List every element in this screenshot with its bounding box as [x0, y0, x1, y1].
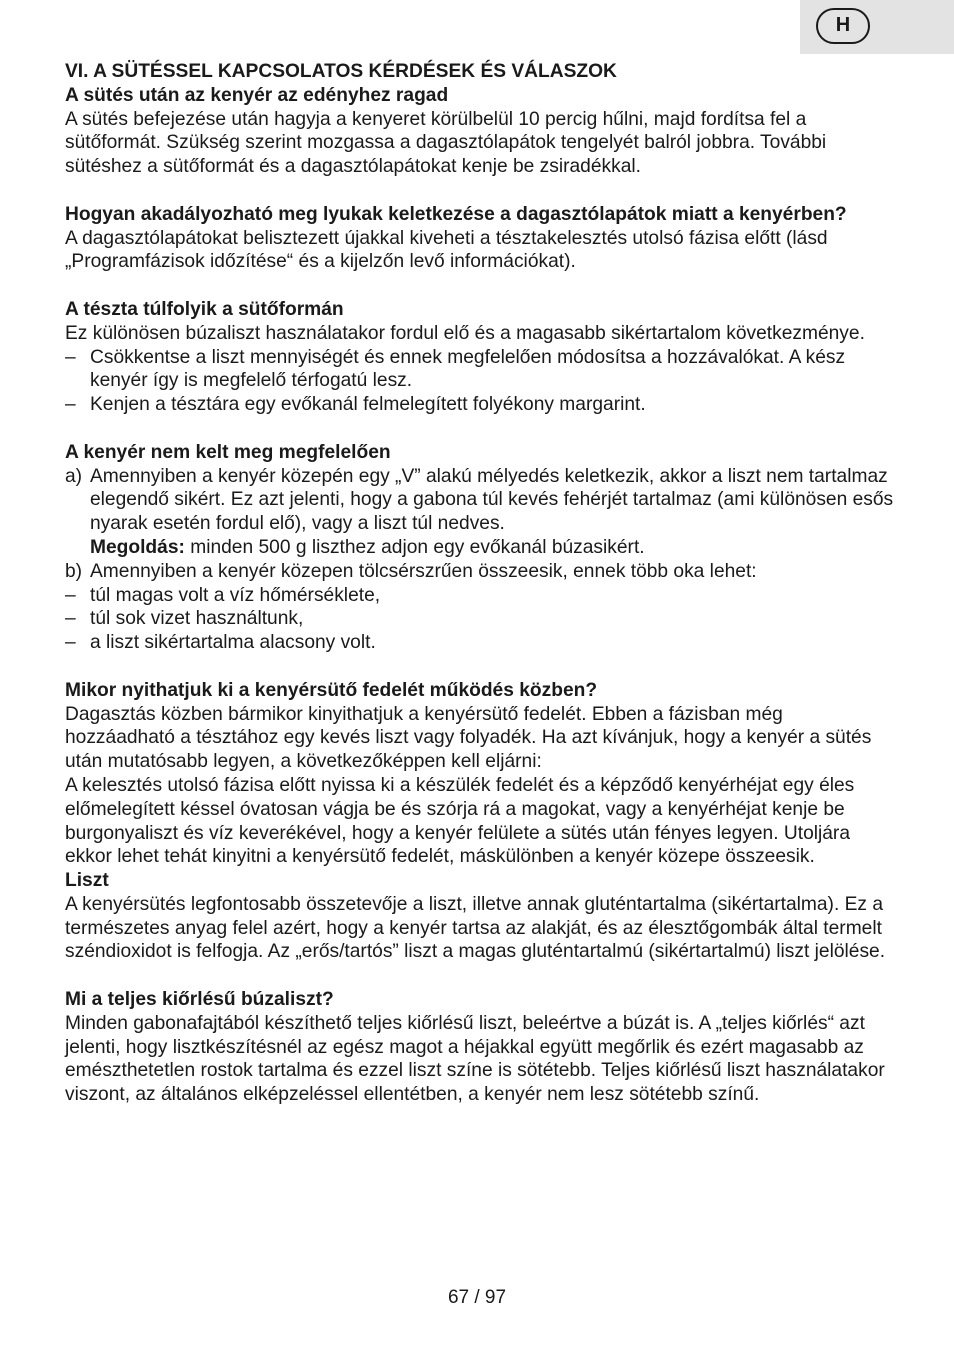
section-heading-overflow: A tészta túlfolyik a sütőformán	[65, 298, 344, 320]
section-heading-holes: Hogyan akadályozható meg lyukak keletkezése a dagasztólapátok miatt a kenyérben?	[65, 203, 847, 225]
section-text-holes: A dagasztólapátokat belisztezett újakkal kiveheti a tésztakelesztés utolsó fázisa előtt (lásd „Programfázisok időzítése“ és a kijelzőn levő információkat).	[65, 227, 828, 273]
section-text-lid-1: Dagasztás közben bármikor kinyithatjuk a kenyérsütő fedelét. Ebben a fázisban még hozzáadható a tésztához egy kevés liszt vagy folyadék. Ha azt kívánjuk, hogy a kenyér a sütés után mutatósabb legyen, a következőképpen kell eljárni:	[65, 703, 872, 773]
section-text-wholemeal: Minden gabonafajtából készíthető teljes kiőrlésű liszt, beleértve a búzát is. A „teljes kiőrlés“ azt jelenti, hogy lisztkészítésnél az egész magot a héjakkal együtt megőrlik és ezért magasabb az emészthetetlen rostok tartalma és ezzel liszt színe is sötétebb. Teljes kiőrlésű liszt használatakor viszont, az általános elképzeléssel ellentétben, a kenyér nem lesz sötétebb színű.	[65, 1012, 885, 1106]
list-item-a: a) Amennyiben a kenyér közepén egy „V” alakú mélyedés keletkezik, akkor a liszt nem tartalmaz elegendő sikért. Ez azt jelenti, hogy a gabona túl kevés fehérjét tartalmaz (ami különösen esős nyarak esetén fordul elő), vagy a liszt túl nedves. Megoldás: minden 500 g liszthez adjon egy evőkanál búzasikért.	[65, 465, 894, 558]
solution-label: Megoldás:	[90, 536, 185, 558]
section-text-overflow: Ez különösen búzaliszt használatakor fordul elő és a magasabb sikértartalom következménye.	[65, 322, 865, 344]
section-heading-wholemeal: Mi a teljes kiőrlésű búzaliszt?	[65, 989, 334, 1011]
section-text-lid-2: A kelesztés utolsó fázisa előtt nyissa ki a készülék fedelét és a képződő kenyérhéjat egy éles előmelegített késsel óvatosan vágja be és szórja rá a magokat, vagy a kenyérhéjat kenje be burgonyaliszt és víz keverékével, hogy a kenyér felülete a sütés után fényes legyen. Utoljára ekkor lehet tehát kinyitni a kenyérsütő fedelét, máskülönben a kenyér közepe összeesik.	[65, 774, 855, 868]
section-text-sticking: A sütés befejezése után hagyja a kenyeret körülbelül 10 percig hűlni, majd fordítsa fel a sütőformát. Szükség szerint mozgassa a dagasztólapátok tengelyét balról jobbra. További sütéshez a sütőformát és a dagasztólapátokat kenje be zsiradékkal.	[65, 108, 827, 178]
section-heading-sticking: A sütés után az kenyér az edényhez ragad	[65, 84, 449, 106]
section-title: VI. A SÜTÉSSEL KAPCSOLATOS KÉRDÉSEK ÉS VÁLASZOK	[65, 61, 617, 82]
section-text-flour: A kenyérsütés legfontosabb összetevője a liszt, illetve annak gluténtartalma (sikértartalma). Ez a természetes anyag felel azért, hogy a kenyér tartsa az alakját, és az élesztőgombák által termelt széndioxidot is felfogja. Az „erős/tartós” liszt a magas gluténtartalmú (sikértartalmú) liszt jelölése.	[65, 893, 886, 963]
list-item-b: b) Amennyiben a kenyér közepen tölcsérszrűen összeesik, ennek több oka lehet:	[65, 560, 757, 582]
list-item: – Csökkentse a liszt mennyiségét és ennek megfelelően módosítsa a hozzávalókat. A kész kenyér így is megfelelő térfogatú lesz.	[65, 346, 846, 392]
list-item: – Kenjen a tésztára egy evőkanál felmelegített folyékony margarint.	[65, 394, 646, 416]
language-tab	[800, 0, 954, 54]
list-item: – a liszt sikértartalma alacsony volt.	[65, 632, 376, 654]
section-heading-lid: Mikor nyithatjuk ki a kenyérsütő fedelét működés közben?	[65, 679, 598, 701]
list-item: – túl magas volt a víz hőmérséklete,	[65, 584, 381, 606]
list-item: – túl sok vizet használtunk,	[65, 608, 304, 630]
document-body	[65, 60, 895, 1107]
section-heading-flour: Liszt	[65, 870, 109, 892]
language-badge: H	[816, 8, 870, 44]
page-number: 67 / 97	[447, 1287, 507, 1308]
section-heading-rising: A kenyér nem kelt meg megfelelően	[65, 441, 391, 463]
